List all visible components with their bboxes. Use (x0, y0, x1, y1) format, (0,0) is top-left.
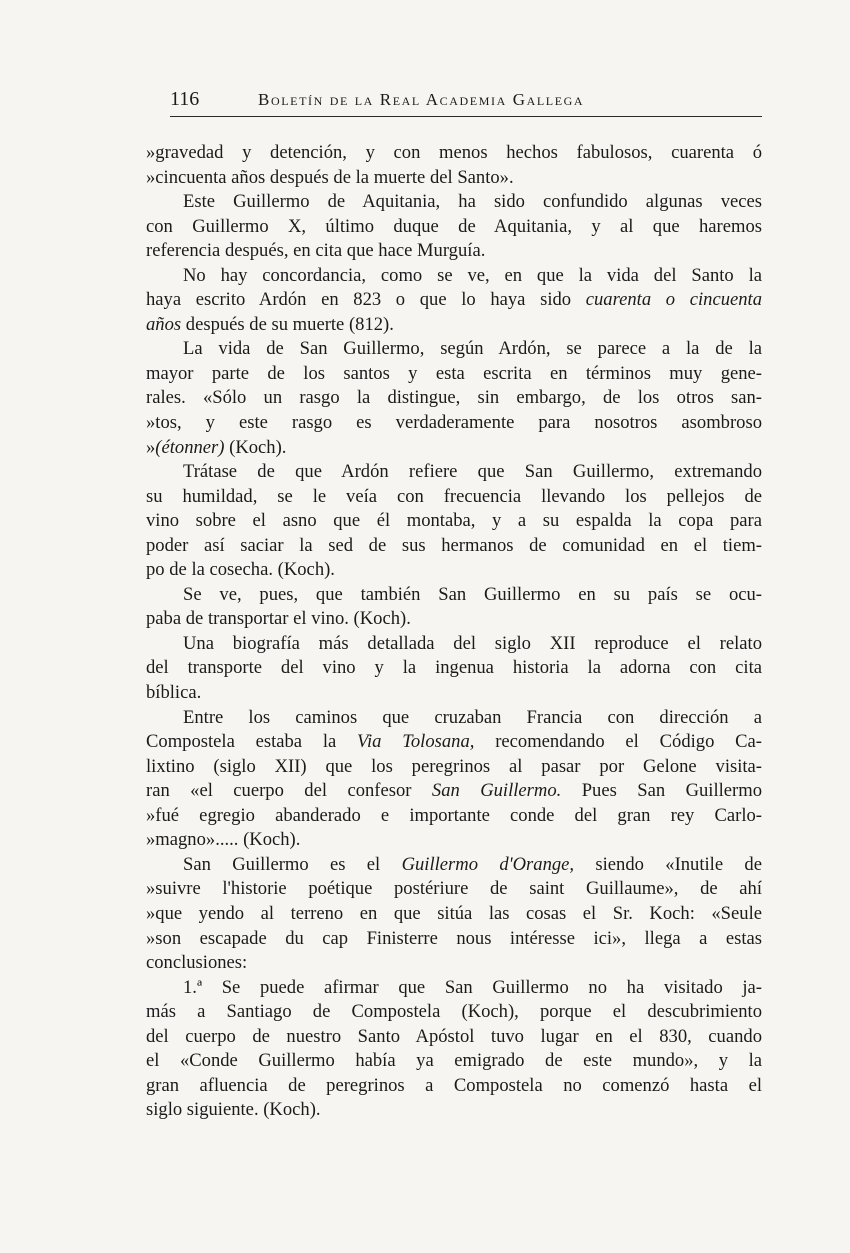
text-line (146, 215, 762, 240)
text-line (146, 313, 762, 338)
text-line (146, 828, 762, 853)
text-line (146, 853, 762, 878)
text-line (146, 1025, 762, 1050)
text-line (146, 362, 762, 387)
line-text: La vida de San Guillermo, según Ardón, se parece a la de la (183, 338, 762, 360)
italic-text: Guillermo d'Orange, (401, 853, 575, 875)
line-text: Este Guillermo de Aquitania, ha sido confundido algunas veces (183, 191, 762, 213)
line-text: Compostela estaba la (146, 731, 358, 753)
line-text: ran «el cuerpo del confesor (146, 780, 432, 802)
text-line (146, 706, 762, 731)
text-line (146, 1049, 762, 1074)
text-line (146, 583, 762, 608)
line-text: paba de transportar el vino. (Koch). (146, 608, 411, 630)
line-text: »tos, y este rasgo es verdaderamente para nosotros asombroso (146, 412, 762, 434)
line-text: »gravedad y detención, y con menos hechos fabulosos, cuarenta ó (146, 142, 762, 163)
line-text: el «Conde Guillermo había ya emigrado de este mundo», y la (146, 1050, 762, 1072)
line-text: »son escapade du cap Finisterre nous intéresse ici», llega a estas (146, 927, 762, 949)
text-line (146, 755, 762, 780)
text-line (146, 976, 762, 1001)
body-text (146, 141, 762, 1123)
text-line (146, 558, 762, 583)
text-line (146, 190, 762, 215)
page-number: 116 (170, 88, 200, 110)
text-line (146, 485, 762, 510)
text-line (146, 632, 762, 657)
text-line (146, 877, 762, 902)
text-line (146, 288, 762, 313)
line-text: su humildad, se le veía con frecuencia llevando los pellejos de (146, 485, 762, 507)
page-header (170, 88, 762, 117)
text-line (146, 779, 762, 804)
line-text: haya escrito Ardón en 823 o que lo haya sido (146, 289, 586, 311)
text-line (146, 1098, 762, 1123)
text-line (146, 804, 762, 829)
line-text: »cincuenta años después de la muerte del Santo». (146, 166, 514, 188)
line-text: Trátase de que Ardón refiere que San Guillermo, extremando (183, 461, 762, 483)
line-text: conclusiones: (146, 952, 248, 974)
text-line (146, 730, 762, 755)
line-text: recomendando el Código Ca- (474, 731, 762, 753)
text-line (146, 902, 762, 927)
line-text: (Koch). (224, 436, 287, 458)
line-text: del transporte del vino y la ingenua historia la adorna con cita (146, 657, 762, 679)
text-line (146, 411, 762, 436)
text-line (146, 239, 762, 264)
line-text: rales. «Sólo un rasgo la distingue, sin embargo, de los otros san- (146, 387, 762, 409)
line-text: siendo «Inutile de (574, 853, 762, 875)
line-text: »que yendo al terreno en que sitúa las cosas el Sr. Koch: «Seule (146, 902, 762, 924)
text-line (146, 681, 762, 706)
text-line (146, 927, 762, 952)
line-text: Una biografía más detallada del siglo XII reproduce el relato (183, 632, 762, 654)
text-line (146, 460, 762, 485)
line-text: del cuerpo de nuestro Santo Apóstol tuvo lugar en el 830, cuando (146, 1025, 762, 1047)
line-text: Entre los caminos que cruzaban Francia con dirección a (183, 706, 762, 728)
text-line (146, 166, 762, 191)
text-line (146, 436, 762, 461)
text-line (146, 264, 762, 289)
line-text: después de su muerte (812). (181, 313, 394, 335)
line-text: 1.ª Se puede afirmar que San Guillermo no ha visitado ja- (183, 976, 762, 998)
line-text: San Guillermo es el (183, 853, 402, 875)
italic-text: Via Tolosana, (357, 731, 475, 753)
line-text: »magno»..... (Koch). (146, 829, 301, 851)
line-text: po de la cosecha. (Koch). (146, 559, 335, 581)
line-text: lixtino (siglo XII) que los peregrinos al pasar por Gelone visita- (146, 755, 762, 777)
text-line (146, 534, 762, 559)
line-text: referencia después, en cita que hace Murguía. (146, 240, 486, 262)
line-text: »suivre l'historie poétique postériure de saint Guillaume», de ahí (146, 878, 762, 900)
italic-text: años (146, 313, 182, 335)
line-text: No hay concordancia, como se ve, en que la vida del Santo la (183, 264, 762, 286)
text-line (146, 1000, 762, 1025)
text-line (146, 607, 762, 632)
running-title: Boletín de la Real Academia Gallega (258, 90, 585, 109)
line-text: mayor parte de los santos y esta escrita en términos muy gene- (146, 362, 762, 384)
line-text: » (146, 436, 156, 458)
line-text: Se ve, pues, que también San Guillermo en su país se ocu- (183, 583, 762, 605)
line-text: vino sobre el asno que él montaba, y a su espalda la copa para (146, 510, 762, 532)
line-text: más a Santiago de Compostela (Koch), porque el descubrimiento (146, 1001, 762, 1023)
italic-text: (étonner) (155, 436, 225, 458)
line-text: con Guillermo X, último duque de Aquitania, y al que haremos (146, 215, 762, 237)
italic-text: San Guillermo. (431, 780, 562, 802)
italic-text: cuarenta o cincuenta (585, 289, 762, 311)
text-line (146, 1074, 762, 1099)
text-line (146, 951, 762, 976)
text-line (146, 337, 762, 362)
line-text: siglo siguiente. (Koch). (146, 1099, 321, 1121)
line-text: bíblica. (146, 682, 202, 704)
text-line (146, 656, 762, 681)
text-line (146, 509, 762, 534)
line-text: gran afluencia de peregrinos a Compostela no comenzó hasta el (146, 1074, 762, 1096)
text-line (146, 386, 762, 411)
line-text: »fué egregio abanderado e importante conde del gran rey Carlo- (146, 804, 762, 826)
line-text: poder así saciar la sed de sus hermanos de comunidad en el tiem- (146, 534, 762, 556)
text-line (146, 141, 762, 166)
line-text: Pues San Guillermo (561, 780, 762, 802)
